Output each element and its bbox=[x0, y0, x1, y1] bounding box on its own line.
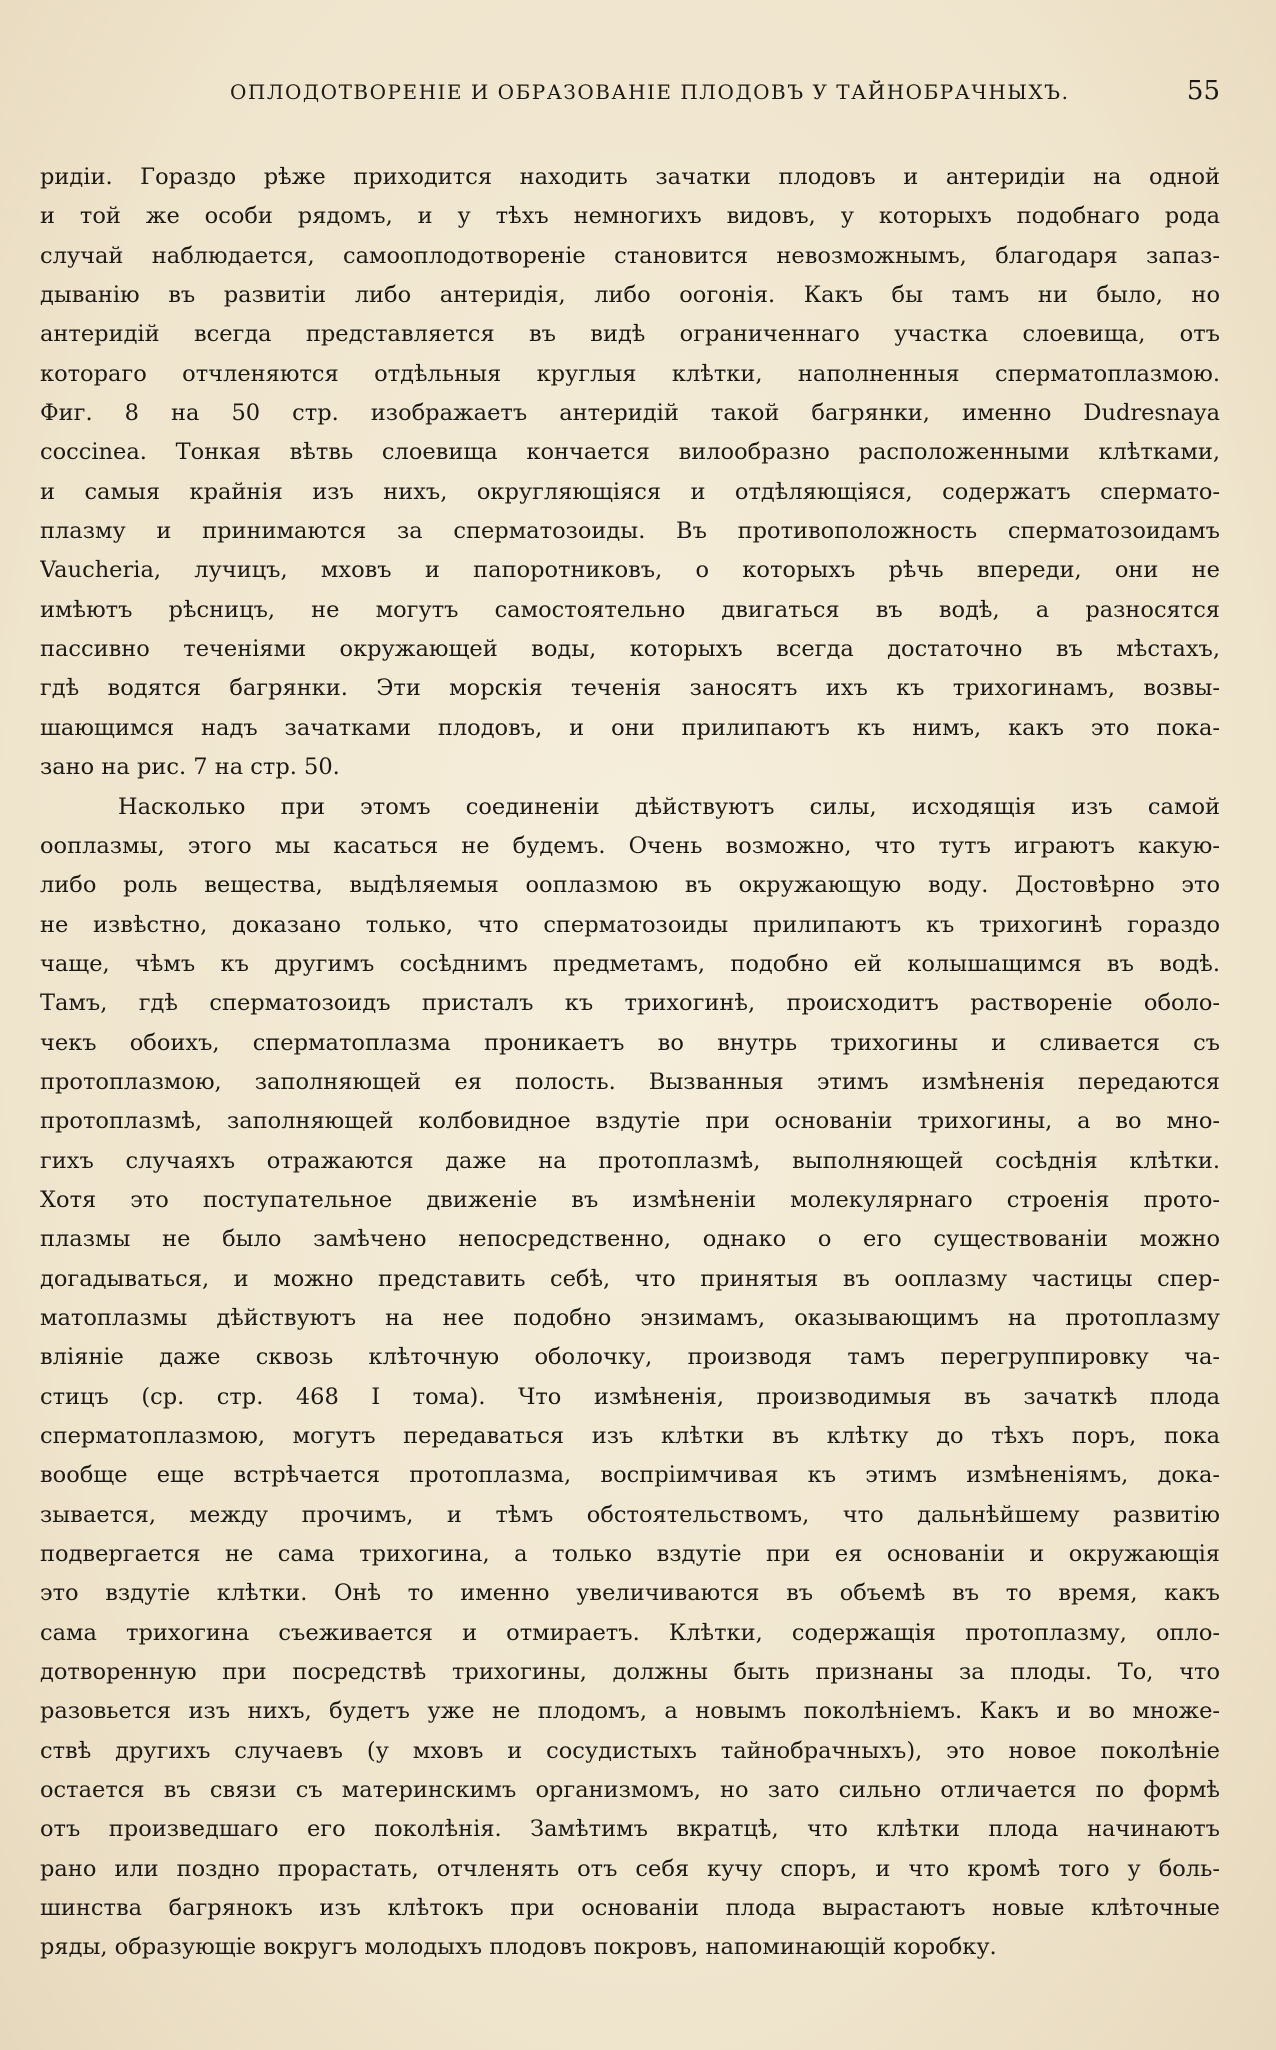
text-line: гдѣ водятся багрянки. Эти морскія теченія заносятъ ихъ къ трихогинамъ, возвы- bbox=[40, 675, 1220, 702]
text-line: имѣютъ рѣсницъ, не могутъ самостоятельно двигаться въ водѣ, а разносятся bbox=[40, 596, 1220, 623]
text-line: ствѣ другихъ случаевъ (у мховъ и сосудистыхъ тайнобрачныхъ), это новое поколѣніе bbox=[40, 1737, 1220, 1764]
text-line: и самыя крайнія изъ нихъ, округляющіяся и отдѣляющіяся, содержатъ спермато- bbox=[40, 478, 1220, 505]
text-line: зано на рис. 7 на стр. 50. bbox=[40, 754, 340, 781]
text-line: coccinea. Тонкая вѣтвь слоевища кончается вилообразно расположенными клѣтками, bbox=[40, 439, 1220, 466]
text-line: рано или поздно прорастать, отчленять отъ себя кучу споръ, и что кромѣ того у боль- bbox=[40, 1855, 1220, 1882]
text-line: плазмы не было замѣчено непосредственно, однако о его существованіи можно bbox=[40, 1226, 1220, 1253]
text-body bbox=[40, 158, 1220, 1968]
text-line: дыванію въ развитіи либо антеридія, либо оогонія. Какъ бы тамъ ни было, но bbox=[40, 282, 1220, 309]
text-line: протоплазмѣ, заполняющей колбовидное вздутіе при основаніи трихогины, а во мно- bbox=[40, 1108, 1220, 1135]
text-line: гихъ случаяхъ отражаются даже на протоплазмѣ, выполняющей сосѣднія клѣтки. bbox=[40, 1147, 1220, 1174]
text-line: зывается, между прочимъ, и тѣмъ обстоятельствомъ, что дальнѣйшему развитію bbox=[40, 1501, 1220, 1528]
text-line: антеридій всегда представляется въ видѣ ограниченнаго участка слоевища, отъ bbox=[40, 321, 1220, 348]
text-line: плазму и принимаются за сперматозоиды. Въ противоположность сперматозоидамъ bbox=[40, 518, 1220, 545]
text-line: Хотя это поступательное движеніе въ измѣненіи молекулярнаго строенія прото- bbox=[40, 1186, 1220, 1213]
text-line: вообще еще встрѣчается протоплазма, воспріимчивая къ этимъ измѣненіямъ, дока- bbox=[40, 1462, 1220, 1489]
text-line: сама трихогина съеживается и отмираетъ. Клѣтки, содержащія протоплазму, опло- bbox=[40, 1619, 1220, 1646]
text-line: шающимся надъ зачатками плодовъ, и они прилипаютъ къ нимъ, какъ это пока- bbox=[40, 714, 1220, 741]
text-line: чаще, чѣмъ къ другимъ сосѣднимъ предметамъ, подобно ей колышащимся въ водѣ. bbox=[40, 950, 1220, 977]
text-line: и той же особи рядомъ, и у тѣхъ немногихъ видовъ, у которыхъ подобнаго рода bbox=[40, 203, 1220, 230]
text-line: сперматоплазмою, могутъ передаваться изъ клѣтки въ клѣтку до тѣхъ поръ, пока bbox=[40, 1423, 1220, 1449]
text-line: не извѣстно, доказано только, что сперматозоиды прилипаютъ къ трихогинѣ гораздо bbox=[40, 911, 1220, 938]
text-line: случай наблюдается, самооплодотвореніе становится невозможнымъ, благодаря запаз- bbox=[40, 242, 1220, 269]
text-line: чекъ обоихъ, сперматоплазма проникаетъ во внутрь трихогины и сливается съ bbox=[40, 1029, 1220, 1056]
text-line: ооплазмы, этого мы касаться не будемъ. Очень возможно, что тутъ играютъ какую- bbox=[40, 832, 1220, 859]
text-line: подвергается не сама трихогина, а только вздутіе при ея основаніи и окружающія bbox=[40, 1541, 1220, 1568]
text-line: стицъ (ср. стр. 468 I тома). Что измѣненія, производимыя въ зачаткѣ плода bbox=[40, 1383, 1220, 1410]
running-head bbox=[40, 76, 1220, 114]
text-line: матоплазмы дѣйствуютъ на нее подобно энзимамъ, оказывающимъ на протоплазму bbox=[40, 1304, 1220, 1331]
running-title: ОПЛОДОТВОРЕНІЕ И ОБРАЗОВАНІЕ ПЛОДОВЪ У ТАЙНОБРАЧНЫХЪ. bbox=[230, 80, 1070, 104]
text-line: котораго отчленяются отдѣльныя круглыя клѣтки, наполненныя сперматоплазмою. bbox=[40, 360, 1220, 387]
text-line: дотворенную при посредствѣ трихогины, должны быть признаны за плоды. То, что bbox=[40, 1659, 1220, 1686]
text-line: остается въ связи съ материнскимъ организмомъ, но зато сильно отличается по формѣ bbox=[40, 1777, 1220, 1804]
paragraph bbox=[40, 158, 1220, 788]
text-line: шинства багрянокъ изъ клѣтокъ при основаніи плода вырастаютъ новые клѣточные bbox=[40, 1895, 1220, 1922]
text-line: либо роль вещества, выдѣляемыя ооплазмою въ окружающую воду. Достовѣрно это bbox=[40, 872, 1220, 899]
text-line: разовьется изъ нихъ, будетъ уже не плодомъ, а новымъ поколѣніемъ. Какъ и во множе- bbox=[40, 1698, 1220, 1725]
text-line: ридіи. Гораздо рѣже приходится находить зачатки плодовъ и антеридіи на одной bbox=[40, 164, 1220, 190]
page-number: 55 bbox=[1186, 76, 1220, 106]
text-line: отъ произведшаго его поколѣнія. Замѣтимъ вкратцѣ, что клѣтки плода начинаютъ bbox=[40, 1816, 1220, 1843]
text-line: пассивно теченіями окружающей воды, которыхъ всегда достаточно въ мѣстахъ, bbox=[40, 636, 1220, 663]
text-line: Фиг. 8 на 50 стр. изображаетъ антеридій такой багрянки, именно Dudresnaya bbox=[40, 400, 1220, 427]
text-line: Vaucheria, лучицъ, мховъ и папоротниковъ, о которыхъ рѣчь впереди, они не bbox=[40, 557, 1220, 584]
text-line: ряды, образующіе вокругъ молодыхъ плодовъ покровъ, напоминающій коробку. bbox=[40, 1934, 997, 1961]
text-line: Насколько при этомъ соединеніи дѣйствуютъ силы, исходящія изъ самой bbox=[118, 793, 1220, 820]
text-line: догадываться, и можно представить себѣ, что принятыя въ ооплазму частицы спер- bbox=[40, 1265, 1220, 1292]
paragraph bbox=[40, 788, 1220, 1968]
text-line: это вздутіе клѣтки. Онѣ то именно увеличиваются въ объемѣ въ то время, какъ bbox=[40, 1580, 1220, 1607]
text-line: вліяніе даже сквозь клѣточную оболочку, производя тамъ перегруппировку ча- bbox=[40, 1344, 1220, 1371]
text-line: Тамъ, гдѣ сперматозоидъ присталъ къ трихогинѣ, происходитъ раствореніе оболо- bbox=[40, 990, 1220, 1017]
text-line: протоплазмою, заполняющей ея полость. Вызванныя этимъ измѣненія передаются bbox=[40, 1068, 1220, 1095]
